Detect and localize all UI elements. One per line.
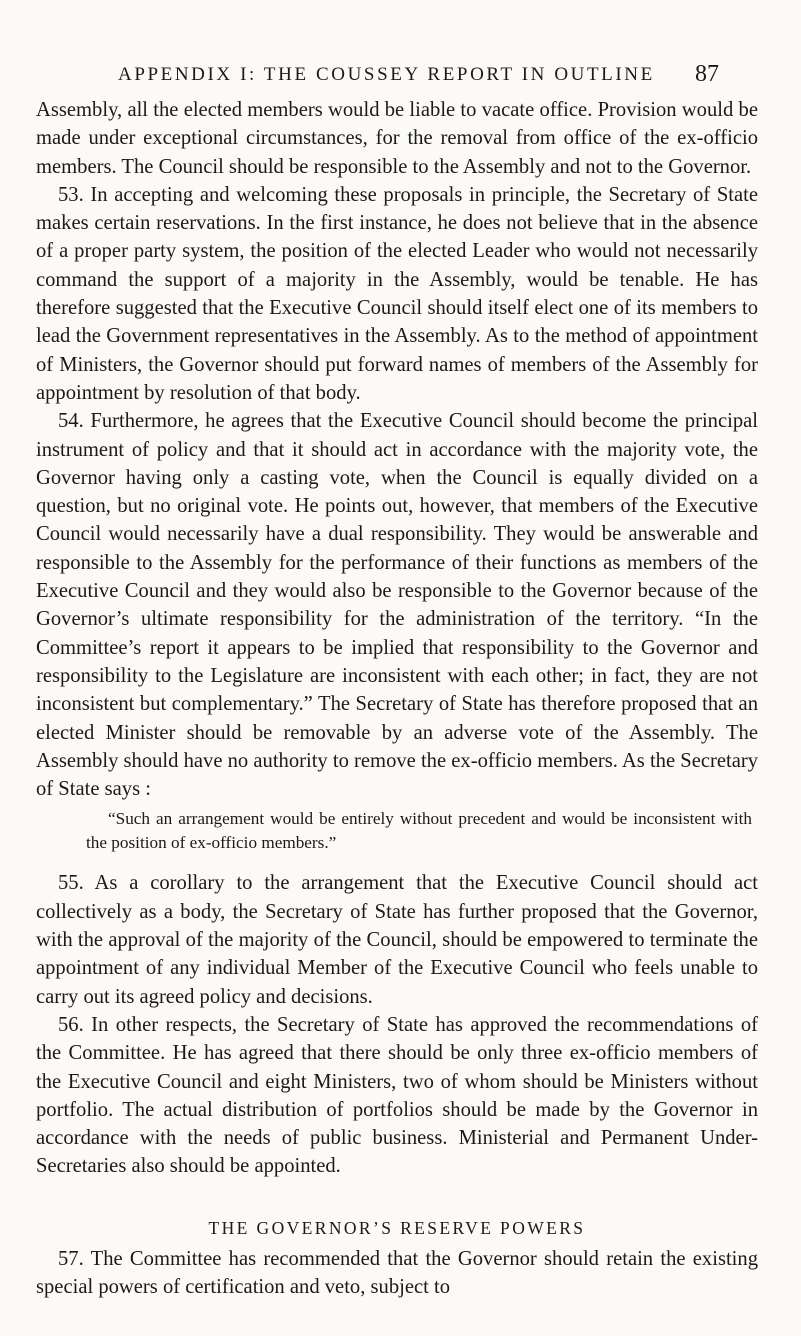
paragraph-57: 57. The Committee has recommended that the Governor should retain the existing special powers of certification and veto, subject to (36, 1247, 758, 1298)
paragraph-56: 56. In other respects, the Secretary of State has approved the recommendations of the Committee. He has agreed that there should be only three ex-officio members of the Executive Council and eight Ministers, two of whom should be Ministers without portfolio. The actual distribution of portfolios should be made by the Governor in accordance with the needs of public business. Ministerial and Permanent Under-Secretaries also should be appointed. (36, 1013, 758, 1178)
section-heading: THE GOVERNOR’S RESERVE POWERS (208, 1217, 586, 1238)
block-quote (86, 807, 752, 855)
paragraph-continued: Assembly, all the elected members would be liable to vacate office. Provision would be made under exceptional circumstances, for the removal from office of the ex-officio members. The Council should be responsible to the Assembly and not to the Governor. (36, 99, 758, 178)
paragraph-53: 53. In accepting and welcoming these proposals in principle, the Secretary of State makes certain reservations. In the first instance, he does not believe that in the absence of a proper party system, the position of the elected Leader who would not necessarily command the support of a majority in the Assembly, would be tenable. He has therefore suggested that the Executive Council should itself elect one of its members to lead the Government representatives in the Assembly. As to the method of appointment of Ministers, the Governor should put forward names of members of the Assembly for appointment by resolution of that body. (36, 183, 758, 404)
body-text (36, 96, 758, 1301)
page-number: 87 (695, 61, 719, 87)
paragraph-54: 54. Furthermore, he agrees that the Executive Council should become the principal instrument of policy and that it should act in accordance with the majority vote, the Governor having only a casting vote, when the Council is equally divided on a question, but no original vote. He points out, however, that members of the Executive Council would necessarily have a dual responsibility. They would be answerable and responsible to the Assembly for the performance of their functions as members of the Executive Council and they would also be responsible to the Governor because of the Governor’s ultimate responsibility for the administration of the territory. “In the Committee’s report it appears to be implied that responsibility to the Governor and responsibility to the Legislature are inconsistent with each other; in fact, they are not inconsistent but complementary.” The Secretary of State has therefore proposed that an elected Minister should be removable by an adverse vote of the Assembly. The Assembly should have no authority to remove the ex-officio members. As the Secretary of State says : (36, 410, 758, 801)
paragraph-55: 55. As a corollary to the arrangement that the Executive Council should act collectively as a body, the Secretary of State has further proposed that the Governor, with the approval of the majority of the Council, should be empowered to terminate the appointment of any individual Member of the Executive Council who feels unable to carry out its agreed policy and decisions. (36, 872, 758, 1008)
running-head: APPENDIX I: THE COUSSEY REPORT IN OUTLINE (118, 64, 655, 85)
block-quote-text: “Such an arrangement would be entirely without precedent and would be inconsistent with the position of ex-officio members.” (86, 809, 752, 853)
